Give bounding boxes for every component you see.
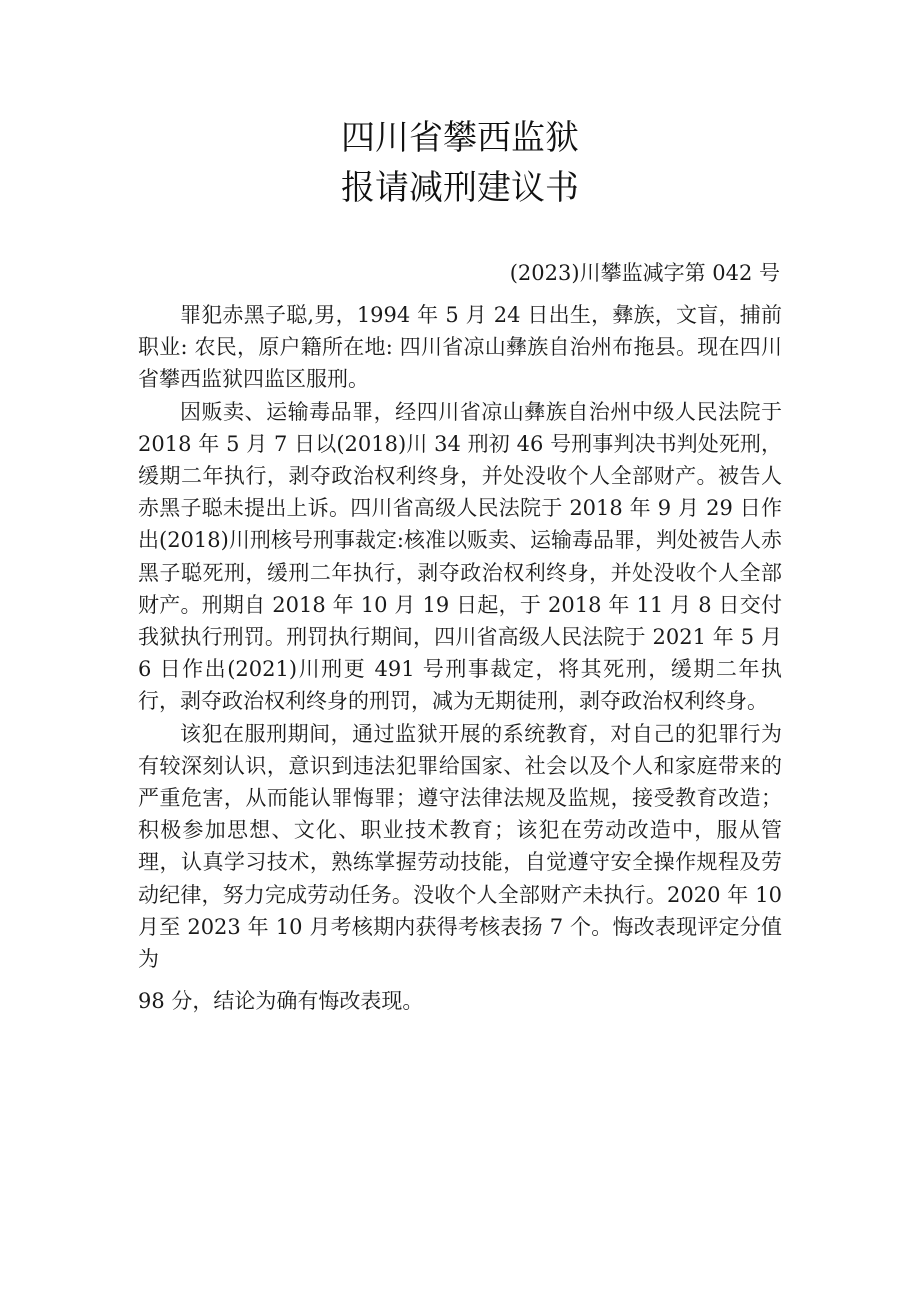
paragraph-conclusion: 98 分，结论为确有悔改表现。 xyxy=(138,989,424,1014)
document-number: (2023)川攀监减字第 042 号 xyxy=(509,261,780,285)
paragraph-conduct-assessment: 该犯在服刑期间，通过监狱开展的系统教育，对自己的犯罪行为有较深刻认识，意识到违法犯罪给国家、社会以及个人和家庭带来的严重危害，从而能认罪悔罪；遵守法律法规及监规，接受教育改造；积极参加思想、文化、职业技术教育；该犯在劳动改造中，服从管理，认真学习技术，熟练掌握劳动技能，自觉遵守安全操作规程及劳动纪律，努力完成劳动任务。没收个人全部财产未执行。2020 年 10 月至 2023 年 10 月考核期内获得考核表扬 7 个。悔改表现评定分值为 xyxy=(138,721,782,972)
document-title-type: 报请减刑建议书 xyxy=(341,168,579,208)
document-body xyxy=(138,299,782,1017)
paragraph-case-history: 因贩卖、运输毒品罪，经四川省凉山彝族自治州中级人民法院于 2018 年 5 月 7 日以(2018)川 34 刑初 46 号刑事判决书判处死刑，缓期二年执行，剥夺政治权利终身，并处没收个人全部财产。被告人赤黑子聪未提出上诉。四川省高级人民法院于 2018 年 9 月 29 日作出(2018)川刑核号刑事裁定:核准以贩卖、运输毒品罪，判处被告人赤黑子聪死刑，缓刑二年执行，剥夺政治权利终身，并处没收个人全部财产。刑期自 2018 年 10 月 19 日起，于 2018 年 11 月 8 日交付我狱执行刑罚。刑罚执行期间，四川省高级人民法院于 2021 年 5 月 6 日作出(2021)川刑更 491 号刑事裁定，将其死刑，缓期二年执行，剥夺政治权利终身的刑罚，减为无期徒刑，剥夺政治权利终身。 xyxy=(138,399,782,714)
paragraph-personal-info: 罪犯赤黑子聪,男，1994 年 5 月 24 日出生，彝族，文盲，捕前职业: 农民，原户籍所在地: 四川省凉山彝族自治州布拖县。现在四川省攀西监狱四监区服刑。 xyxy=(138,303,782,392)
document-title-institution: 四川省攀西监狱 xyxy=(341,118,579,158)
